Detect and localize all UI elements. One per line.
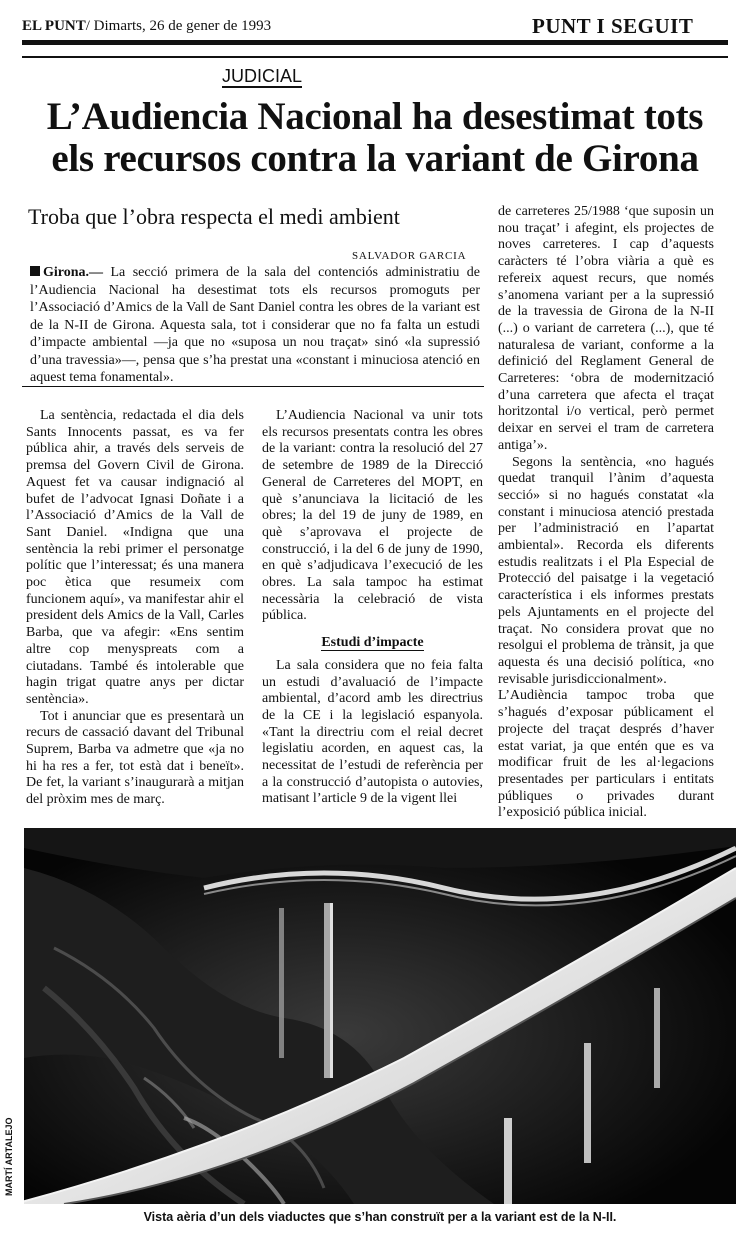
paragraph: Segons la sentència, «no hagués quedat tranquil l’ànim d’aquesta secció» si no hagués constatat «la constant i minuciosa atenció prestada per l’administració en l’apartat ambiental». Recorda els diferents estudis realitzats i el Pla Especial de Protecció del paisatge i la vegetació característica i els informes prestats pels Ajuntaments en el projecte del traçat. No considera provat que no resolgui el problema de trànsit, ja que aquesta és una decisió política, «no revisable jurisdiccionalment». — [498, 454, 714, 687]
paragraph: L’Audiència tampoc troba que s’hagués d’exposar públicament el projecte del traçat després d’haver estat variat, ja que entén que es va modificar fruit de les al·legacions presentades per particulars i entitats públiques o privades durant l’exposició pública inicial. — [498, 688, 714, 821]
lead-separator — [22, 386, 484, 387]
viaduct-aerial-image — [24, 828, 736, 1204]
subtitle-text: Estudi d’impacte — [321, 635, 424, 651]
lead-text: La secció primera de la sala del contenciós administratiu de l’Audiencia Nacional ha desestimat tots els recursos promoguts per l’Associació d’Amics de la Vall de Sant Daniel contra les obres de la variant est de la N-II de Girona. Aquesta sala, tot i considerar que no fa falta un estudi d’impacte ambiental —ja que no «suposa un nou traçat» sinó «la supressió d’una travessia»—, pensa que s’ha prestat una «constant i minuciosa atenció en aquest tema fonamental». — [30, 265, 480, 385]
byline: SALVADOR GARCIA — [352, 250, 467, 262]
photo-caption: Vista aèria d’un dels viaductes que s’han construït per a la variant est de la N-II. — [143, 1210, 617, 1224]
bullet-square-icon — [30, 266, 40, 276]
subheadline: Troba que l’obra respecta el medi ambient — [28, 204, 400, 229]
paragraph: Tot i anunciar que es presentarà un recurs de cassació davant del Tribunal Suprem, Barba va admetre que «ja no hi ha res a fer, tot està dat i beneït». De fet, la variant s’inaugurarà a mitjan del pròxim mes de març. — [26, 708, 244, 808]
photo-credit: MARTÍ ARTALEJO — [4, 1117, 14, 1196]
column-3 — [498, 204, 714, 822]
issue-date: / Dimarts, 26 de gener de 1993 — [85, 18, 272, 34]
subtitle — [262, 635, 483, 652]
column-1 — [26, 408, 244, 809]
header-rule — [22, 40, 728, 45]
dateline: Girona.— — [43, 265, 104, 280]
header-rule-thin — [22, 56, 728, 58]
headline: L’Audiencia Nacional ha desestimat tots els recursos contra la variant de Girona — [46, 95, 704, 180]
section-label: JUDICIAL — [222, 66, 303, 86]
viaduct-photo — [24, 828, 736, 1204]
paragraph: La sentència, redactada el dia dels Sants Innocents passat, es va fer pública ahir, a través dels serveis de premsa del Govern Civil de Girona. Aquest fet va causar indignació al bufet de l’advocat Ignasi Doñate i a l’Associació d’Amics de la Vall de Sant Daniel. «Indigna que una sentència la rebi primer el personatge polític que l’interessat; és una manera poc ètica que resumeix com funcionem aquí», va manifestar ahir el president dels Amics de la Vall, Carles Barba, que va afegir: «Ens sentim altre cop menyspreats com a ciutadans. També és intolerable que hagin trigat quatre anys per dictar sentència». — [26, 408, 244, 707]
masthead — [22, 18, 271, 35]
lead-paragraph — [30, 264, 480, 387]
paper-name: EL PUNT — [22, 18, 86, 34]
paragraph: L’Audiencia Nacional va unir tots els recursos presentats contra les obres de la variant: contra la resolució del 27 de setembre de 1989 de la Direcció General de Carreteres del MOPT, en què s’anunciava la licitació de les obres; la del 19 de juny de 1989, en què s’aprovava el projecte de construcció, i la del 6 de juny de 1990, en què s’adjudicava l’execució de les obres. La sala tampoc ha estimat necessària la celebració de vista pública. — [262, 408, 483, 624]
page-section: PUNT I SEGUIT — [532, 14, 694, 38]
paragraph: de carreteres 25/1988 ‘que suposin un nou traçat’ i afegint, els projectes de noves carreteres. I cap d’aquests caràcters té l’obra viària a què es refereix aquest recurs, que només s’anomena variant per a la supressió de la travessia de Girona de la N-II (...) o variant de carretera (...), que té naturalesa de variant, conforme a la definició del Reglament General de Carreteres: ‘obra de modernització d’una carretera que afecta el traçat horitzontal i/o vertical, però permet deixar en servei el tram de carretera antiga’». — [498, 204, 714, 453]
paragraph: La sala considera que no feia falta un estudi d’avaluació de l’impacte ambiental, d’acord amb les directrius de la CE i la legislació espanyola. «Tant la directriu com el reial decret legislatiu acorden, en aquest cas, la necessitat de l’estudi de referència per a la construcció d’autopista o autovies, matisant l’article 9 de la vigent llei — [262, 657, 483, 807]
column-2 — [262, 408, 483, 808]
